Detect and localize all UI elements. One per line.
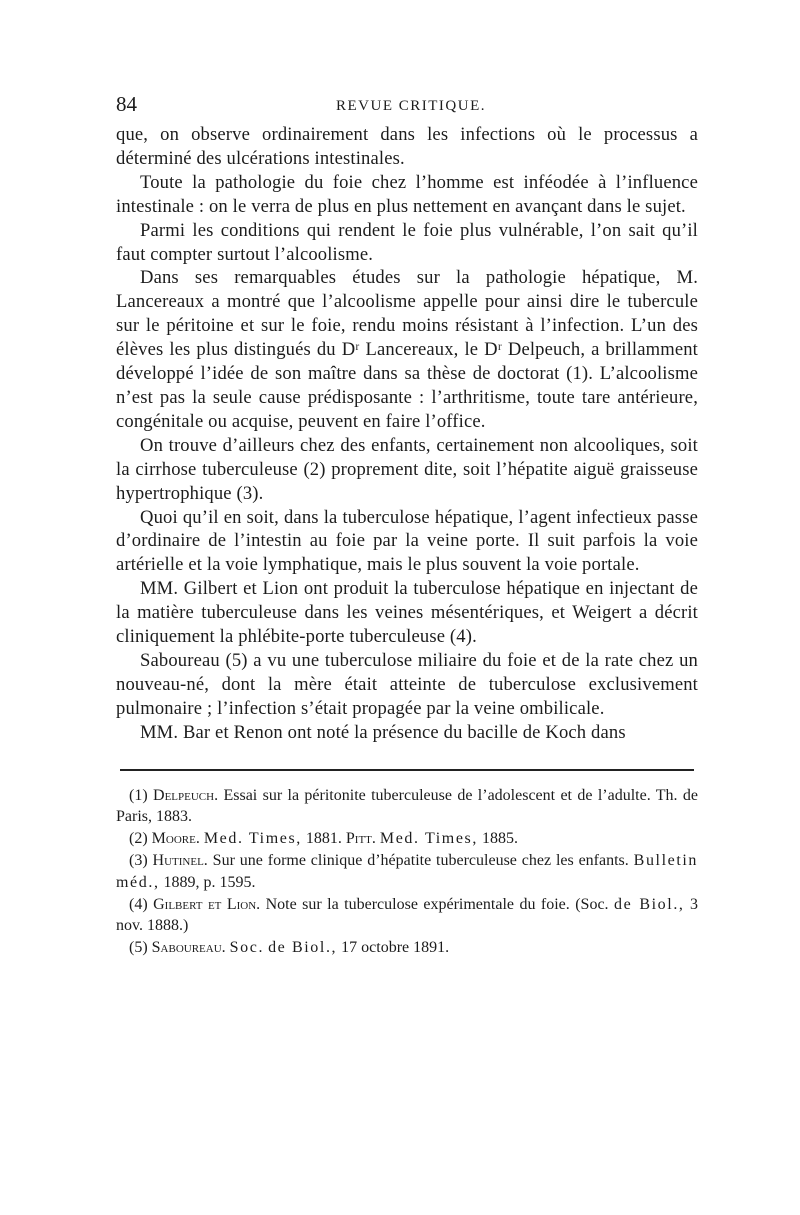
footnote-author: Gilbert et Lion. bbox=[153, 895, 261, 913]
footnote-text: 1885. bbox=[481, 830, 518, 848]
paragraph: Saboureau (5) a vu une tuberculose miliaire du foie et de la rate chez un nouveau-né, dont la mère était atteinte de tuberculose exclusivement pulmonaire ; l’infection s’était propagée par la veine ombilicale. bbox=[116, 649, 698, 719]
footnote bbox=[116, 828, 698, 850]
footnote-text: 17 octobre 1891. bbox=[341, 939, 450, 957]
footnote-author: Pitt. bbox=[345, 830, 376, 848]
footnote-number: (2) bbox=[129, 830, 148, 848]
footnote-number: (4) bbox=[129, 895, 148, 913]
page-number: 84 bbox=[116, 92, 137, 116]
footnote-text: 3 nov. 1888.) bbox=[116, 895, 698, 935]
footnote bbox=[116, 850, 698, 894]
paragraph: Dans ses remarquables études sur la pathologie hépatique, M. Lancereaux a montré que l’alcoolisme appelle pour ainsi dire le tubercule sur le péritoine et sur le foie, rendu moins résistant à l’infection. L’un des élèves les plus distingués du Dʳ Lancereaux, le Dʳ Delpeuch, a brillamment développé l’idée de son maître dans sa thèse de doctorat (1). L’alcoolisme n’est pas la seule cause prédisposante : l’arthritisme, toute tare antérieure, congénitale ou acquise, peuvent en faire l’office. bbox=[116, 267, 698, 432]
footnote-number: (3) bbox=[129, 851, 148, 869]
paragraph: On trouve d’ailleurs chez des enfants, certainement non alcooliques, soit la cirrhose tuberculeuse (2) proprement dite, soit l’hépatite aiguë graisseuse hypertrophique (3). bbox=[116, 434, 698, 504]
page-header bbox=[116, 92, 698, 122]
footnote-journal: de Biol., bbox=[614, 895, 685, 913]
footnote-text: Note sur la tuberculose expérimentale du foie. (Soc. bbox=[265, 895, 609, 913]
paragraph: Toute la pathologie du foie chez l’homme est inféodée à l’influence intestinale : on le verra de plus en plus nettement en avançant dans le sujet. bbox=[116, 171, 698, 217]
footnote-journal: Med. Times, bbox=[203, 830, 302, 848]
footnote-journal: de Biol., bbox=[268, 939, 338, 957]
paragraph: que, on observe ordinairement dans les infections où le processus a déterminé des ulcérations intestinales. bbox=[116, 124, 698, 169]
footnote-number: (1) bbox=[129, 786, 148, 804]
footnote-text: Soc. bbox=[229, 939, 265, 957]
footnote-author: Saboureau. bbox=[151, 939, 226, 957]
paragraph: Parmi les conditions qui rendent le foie plus vulnérable, l’on sait qu’il faut compter surtout l’alcoolisme. bbox=[116, 219, 698, 265]
footnote-separator bbox=[120, 769, 694, 771]
footnote-author: Hutinel. bbox=[152, 851, 208, 869]
paragraph: MM. Gilbert et Lion ont produit la tuberculose hépatique en injectant de la matière tuberculeuse dans les veines mésentériques, et Weigert a décrit cliniquement la phlébite-porte tuberculeuse (4). bbox=[116, 578, 698, 648]
footnote-text: Sur une forme clinique d’hépatite tuberculeuse chez les enfants. bbox=[212, 851, 629, 869]
footnote-text: Essai sur la péritonite tuberculeuse de l’adolescent et de l’adulte. Th. de Paris, 1883. bbox=[116, 786, 699, 826]
paragraph: MM. Bar et Renon ont noté la présence du bacille de Koch dans bbox=[140, 721, 626, 743]
footnote-text: 1881. bbox=[305, 830, 342, 848]
footnote-text: 1889, p. 1595. bbox=[163, 873, 256, 891]
document-page bbox=[116, 92, 698, 1132]
body-text bbox=[116, 123, 698, 745]
footnote bbox=[116, 937, 698, 959]
footnote-author: Delpeuch. bbox=[153, 786, 219, 804]
footnote bbox=[116, 894, 698, 938]
footnote-journal: Med. Times, bbox=[379, 830, 478, 848]
footnote bbox=[116, 785, 698, 829]
footnotes bbox=[116, 785, 698, 959]
footnote-author: Moore. bbox=[151, 830, 200, 848]
paragraph: Quoi qu’il en soit, dans la tuberculose hépatique, l’agent infectieux passe d’ordinaire de l’intestin au foie par la veine porte. Il suit parfois la voie artérielle et la voie lymphatique, mais le plus souvent la voie portale. bbox=[116, 506, 698, 576]
footnote-number: (5) bbox=[129, 939, 148, 957]
footnote-journal: Bulletin méd., bbox=[116, 851, 699, 891]
running-title: REVUE CRITIQUE. bbox=[336, 98, 486, 114]
